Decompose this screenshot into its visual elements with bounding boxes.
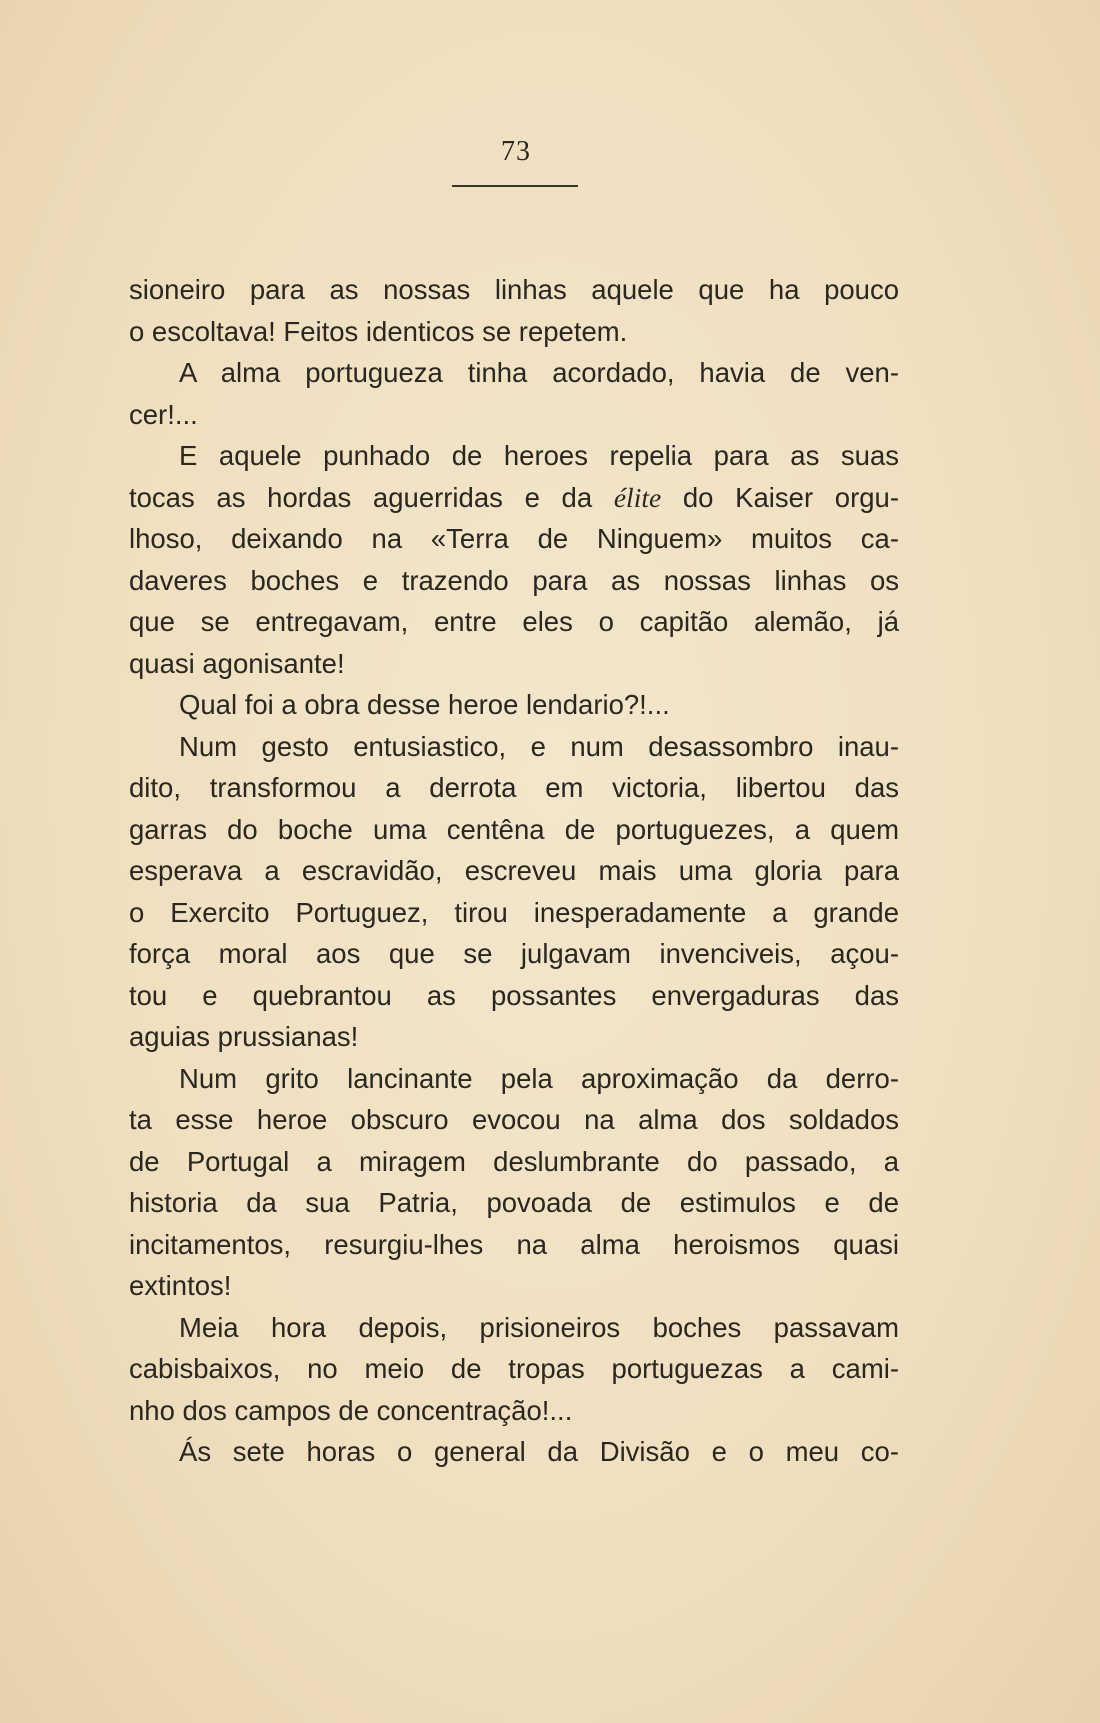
text-line: força moral aos que se julgavam invenciveis, açou- bbox=[129, 938, 899, 969]
text-line: tou e quebrantou as possantes envergaduras das bbox=[129, 979, 899, 1011]
text-line: daveres boches e trazendo para as nossas linhas os bbox=[129, 564, 899, 596]
text-line: cabisbaixos, no meio de tropas portuguezas a cami- bbox=[129, 1353, 899, 1384]
text-line: o Exercito Portuguez, tirou inesperadamente a grande bbox=[129, 896, 899, 928]
text-line: Meia hora depois, prisioneiros boches passavam bbox=[179, 1311, 899, 1343]
text-line: esperava a escravidão, escreveu mais uma gloria para bbox=[129, 855, 899, 886]
text-line: extintos! bbox=[129, 1270, 232, 1301]
text-line: historia da sua Patria, povoada de estimulos e de bbox=[129, 1187, 899, 1218]
text-line: dito, transformou a derrota em victoria, libertou das bbox=[129, 772, 899, 803]
text-line: Qual foi a obra desse heroe lendario?!... bbox=[179, 689, 670, 720]
header-rule bbox=[452, 185, 578, 187]
text-line: sioneiro para as nossas linhas aquele que ha pouco bbox=[129, 274, 899, 305]
text-line bbox=[129, 478, 899, 518]
text-line: Num grito lancinante pela aproximação da derro- bbox=[179, 1062, 899, 1094]
text-line: E aquele punhado de heroes repelia para as suas bbox=[179, 440, 899, 471]
text-segment: do Kaiser orgu- bbox=[661, 481, 899, 513]
text-line: quasi agonisante! bbox=[129, 647, 345, 679]
text-line: incitamentos, resurgiu-lhes na alma heroismos quasi bbox=[129, 1228, 899, 1260]
text-line: que se entregavam, entre eles o capitão alemão, já bbox=[129, 606, 899, 637]
text-line: de Portugal a miragem deslumbrante do passado, a bbox=[129, 1145, 899, 1177]
text-line: A alma portugueza tinha acordado, havia de ven- bbox=[179, 357, 899, 388]
text-line: aguias prussianas! bbox=[129, 1021, 359, 1052]
text-line: Num gesto entusiastico, e num desassombro inau- bbox=[179, 730, 899, 762]
text-line: o escoltava! Feitos identicos se repetem. bbox=[129, 315, 628, 347]
text-line: ta esse heroe obscuro evocou na alma dos soldados bbox=[129, 1104, 899, 1135]
text-line: lhoso, deixando na «Terra de Ninguem» muitos ca- bbox=[129, 523, 899, 554]
text-line: nho dos campos de concentração!... bbox=[129, 1394, 573, 1426]
page-number: 73 bbox=[501, 136, 531, 167]
text-line: cer!... bbox=[129, 398, 198, 430]
italic-word: élite bbox=[613, 481, 662, 513]
text-line: Ás sete horas o general da Divisão e o meu co- bbox=[179, 1436, 899, 1467]
text-segment: tocas as hordas aguerridas e da bbox=[129, 481, 614, 513]
text-line: garras do boche uma centêna de portuguezes, a quem bbox=[129, 813, 899, 845]
